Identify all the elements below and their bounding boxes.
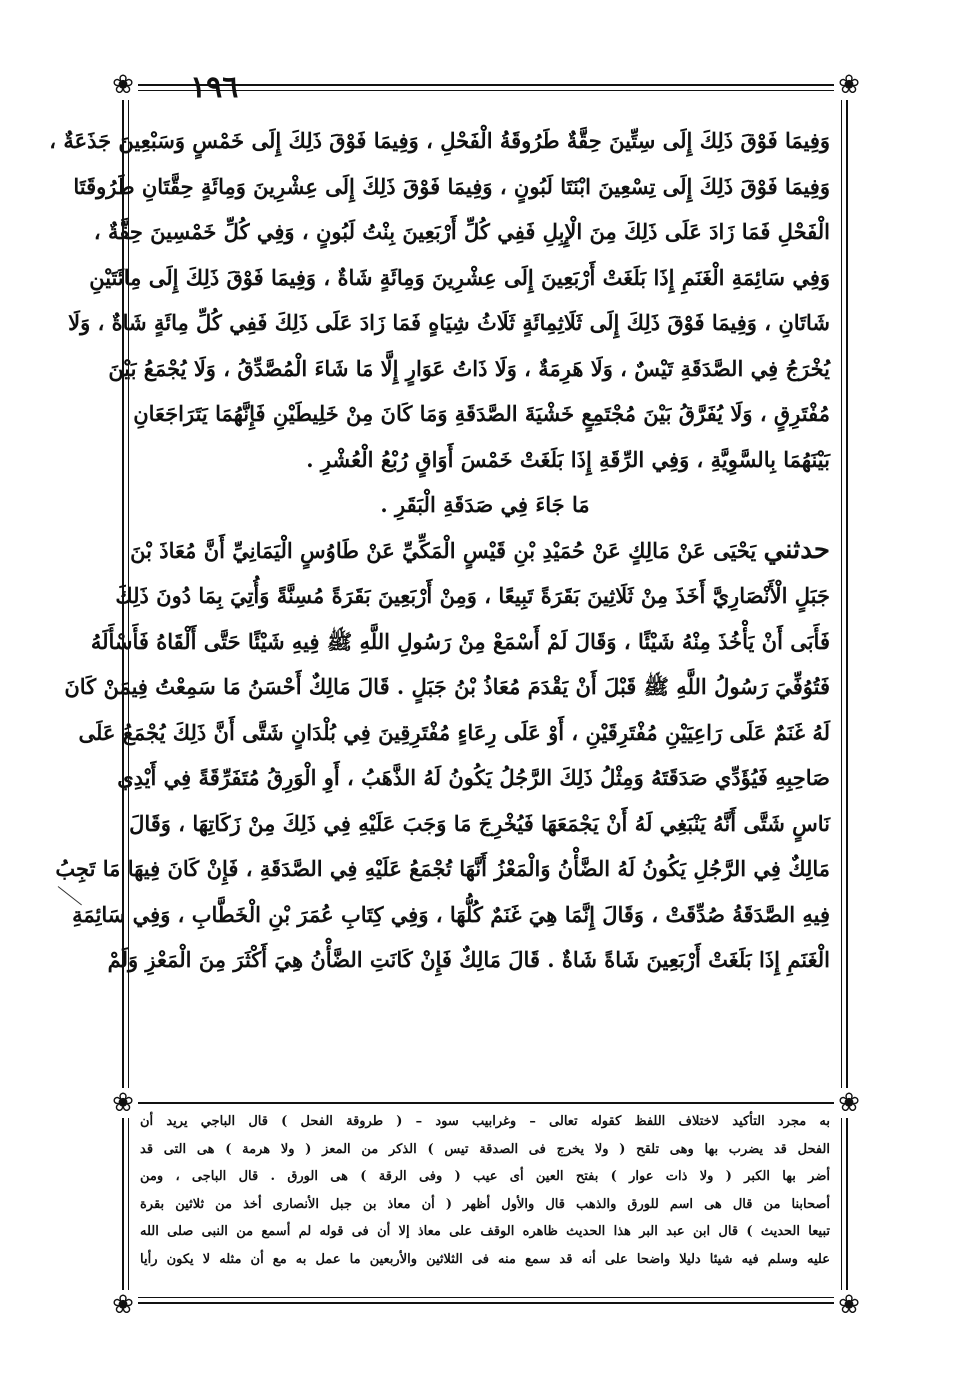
text-line: يُخْرَجُ فِي الصَّدَقَةِ تَيْسٌ ، وَلَا هَرِمَةٌ ، وَلَا ذَاتُ عَوَارٍ إِلَّا مَا شَاءَ الْمُصَّدِّقُ ، وَلَا يُجْمَعُ بَيْنَ: [108, 355, 830, 381]
text-line: شَاتَانِ ، وَفِيمَا فَوْقَ ذَلِكَ إِلَى ثَلَاثِمِائَةٍ ثَلَاثُ شِيَاهٍ فَمَا زَادَ عَلَى ذَلِكَ فَفِي كُلِّ مِائَةٍ شَاةٌ ، وَلَا: [68, 310, 830, 335]
footnote-line: تبيعا الحديث ) قال ابن عبد البر هذا الحديث ظاهره الوقف على معاذ إلا أن فى قوله لم أسمع من النبى صلى الله: [140, 1224, 830, 1239]
text-line: بَيْنَهُمَا بِالسَّوِيَّةِ ، وَفِي الرِّقَةِ إِذَا بَلَغَتْ خَمْسَ أَوَاقٍ رُبْعُ الْعُشْرِ .: [306, 446, 830, 472]
corner-ornament-icon: ❀: [834, 1290, 864, 1320]
footnote-line: أضر بها الكبر ( ولا ذات عوار ) بفتح العين أى عيب ( وفى الرقة ) هى الورق . قال الباجى ، ومن: [140, 1169, 830, 1184]
text-line: فَتُوُفِّيَ رَسُولُ اللَّهِ ﷺ قَبْلَ أَنْ يَقْدَمَ مُعَاذُ بْنُ جَبَلٍ . قَالَ مَالِكٌ أَحْسَنُ مَا سَمِعْتُ فِيمَنْ كَانَ: [64, 674, 830, 699]
text-line: جَبَلٍ الْأَنْصَارِيَّ أَخَذَ مِنْ ثَلَاثِينَ بَقَرَةً تَبِيعًا ، وَمِنْ أَرْبَعِينَ بَقَرَةً مُسِنَّةً وَأُتِيَ بِمَا دُونَ ذَلِكَ: [115, 583, 830, 608]
hadith-first-line: [130, 528, 830, 574]
text-line: نَاسٍ شَتَّى أَنَّهُ يَنْبَغِي لَهُ أَنْ يَجْمَعَهَا فَيُخْرِجَ مَا وَجَبَ عَلَيْهِ فِي ذَلِكَ مِنْ زَكَاتِهَا ، وَقَالَ: [129, 810, 830, 836]
hadith-first-rest: يَحْيَى عَنْ مَالِكٍ عَنْ حُمَيْدِ بْنِ قَيْسٍ الْمَكِّيِّ عَنْ طَاوُسٍ الْيَمَانِيِّ أَنَّ مُعَاذَ بْنَ: [130, 537, 757, 563]
text-line: فِيهِ الصَّدَقَةُ صُدِّقَتْ ، وَقَالَ إِنَّمَا هِيَ غَنَمٌ كُلُّهَا ، وَفِي كِتَابِ عُمَرَ بْنِ الْخَطَّابِ ، وَفِي سَائِمَةِ: [72, 901, 830, 927]
footnotes: [140, 1108, 830, 1273]
main-text: [49, 118, 830, 983]
footnote-line: عليه وسلم فيه شيئا دليلا واضحا على أنه قد سمع منه فى الثلاثين والأربعين ما عمل به مع أن مثله لا يكون رأيا: [140, 1251, 830, 1267]
corner-ornament-icon: ❀: [108, 70, 138, 100]
corner-ornament-icon: ❀: [108, 1088, 138, 1118]
text-line: وَفِيمَا فَوْقَ ذَلِكَ إِلَى تِسْعِينَ ابْنَتَا لَبُونٍ ، وَفِيمَا فَوْقَ ذَلِكَ إِلَى عِشْرِينَ وَمِائَةٍ حِقَّتَانِ طَرُوقَتَا: [73, 173, 830, 199]
footnote-line: الفحل قد يضرب بها وهى تلقح ( ولا يخرج فى الصدقة تيس ) الذكر من المعز ( ولا هرمة ) هى التى قد: [140, 1141, 830, 1157]
hadith-lead-word: حدثني: [763, 534, 830, 565]
text-line: صَاحِبِهِ فَيُؤَدِّي صَدَقَتَهُ وَمِثْلُ ذَلِكَ الرَّجُلُ يَكُونُ لَهُ الذَّهَبُ ، أَوِ الْوَرِقُ مُتَفَرِّقَةً فِي أَيْدِي: [117, 765, 830, 790]
text-line: الْفَحْلِ فَمَا زَادَ عَلَى ذَلِكَ مِنَ الْإِبِلِ فَفِي كُلِّ أَرْبَعِينَ بِنْتُ لَبُونٍ ، وَفِي كُلِّ خَمْسِينَ حِقَّةٌ ،: [93, 219, 830, 244]
footnote-line: به مجرد التأكيد لاختلاف اللفظ كقوله تعالى – وغرابيب سود – ( طروقة الفحل ) قال الباجي يريد أن: [140, 1114, 830, 1129]
text-line: لَهُ غَنَمٌ عَلَى رَاعِيَيْنِ مُفْتَرِقَيْنِ ، أَوْ عَلَى رِعَاءٍ مُفْتَرِقِينَ فِي بُلْدَانٍ شَتَّى أَنَّ ذَلِكَ يُجْمَعُ عَلَى: [78, 719, 830, 745]
corner-ornament-icon: ❀: [834, 1088, 864, 1118]
text-line: وَفِيمَا فَوْقَ ذَلِكَ إِلَى سِتِّينَ حِقَّةٌ طَرُوقَةُ الْفَحْلِ ، وَفِيمَا فَوْقَ ذَلِكَ إِلَى خَمْسٍ وَسَبْعِينَ جَذَعَةٌ ،: [49, 128, 830, 153]
corner-ornament-icon: ❀: [108, 1290, 138, 1320]
text-line: وَفِي سَائِمَةِ الْغَنَمِ إِذَا بَلَغَتْ أَرْبَعِينَ إِلَى عِشْرِينَ وَمِائَةٍ شَاةٌ ، وَفِيمَا فَوْقَ ذَلِكَ إِلَى مِائَتَيْنِ: [89, 264, 830, 290]
text-line: الْغَنَمِ إِذَا بَلَغَتْ أَرْبَعِينَ شَاةً شَاةٌ . قَالَ مَالِكٌ فَإِنْ كَانَتِ الضَّأْنُ هِيَ أَكْثَرَ مِنَ الْمَعْزِ وَلَمْ: [107, 947, 830, 972]
footnote-line: أصحابنا من قال هى اسم للورق والذهب قال والأول أظهر ( أن معاذ بن جبل الأنصارى أخذ من ثلاثين بقرة: [140, 1196, 830, 1212]
footnote-separator: [122, 1102, 848, 1104]
page-number: ١٩٦: [190, 70, 239, 105]
corner-ornament-icon: ❀: [834, 70, 864, 100]
text-line: مَالِكٌ فِي الرَّجُلِ يَكُونُ لَهُ الضَّأْنُ وَالْمَعْزُ أَنَّهَا تُجْمَعُ عَلَيْهِ فِي الصَّدَقَةِ ، فَإِنْ كَانَ فِيهَا مَا تَجِبُ: [55, 856, 830, 881]
text-line: فَأَبَى أَنْ يَأْخُذَ مِنْهُ شَيْئًا ، وَقَالَ لَمْ أَسْمَعْ مِنْ رَسُولِ اللَّهِ ﷺ فِيهِ شَيْئًا حَتَّى أَلْقَاهُ فَأَسْأَلَهُ: [90, 628, 830, 654]
text-line: مُفْتَرِقٍ ، وَلَا يُفَرَّقُ بَيْنَ مُجْتَمِعٍ خَشْيَةَ الصَّدَقَةِ وَمَا كَانَ مِنْ خَلِيطَيْنِ فَإِنَّهُمَا يَتَرَاجَعَانِ: [133, 401, 830, 426]
section-heading: مَا جَاءَ فِي صَدَقَةِ الْبَقَرِ .: [380, 492, 590, 517]
